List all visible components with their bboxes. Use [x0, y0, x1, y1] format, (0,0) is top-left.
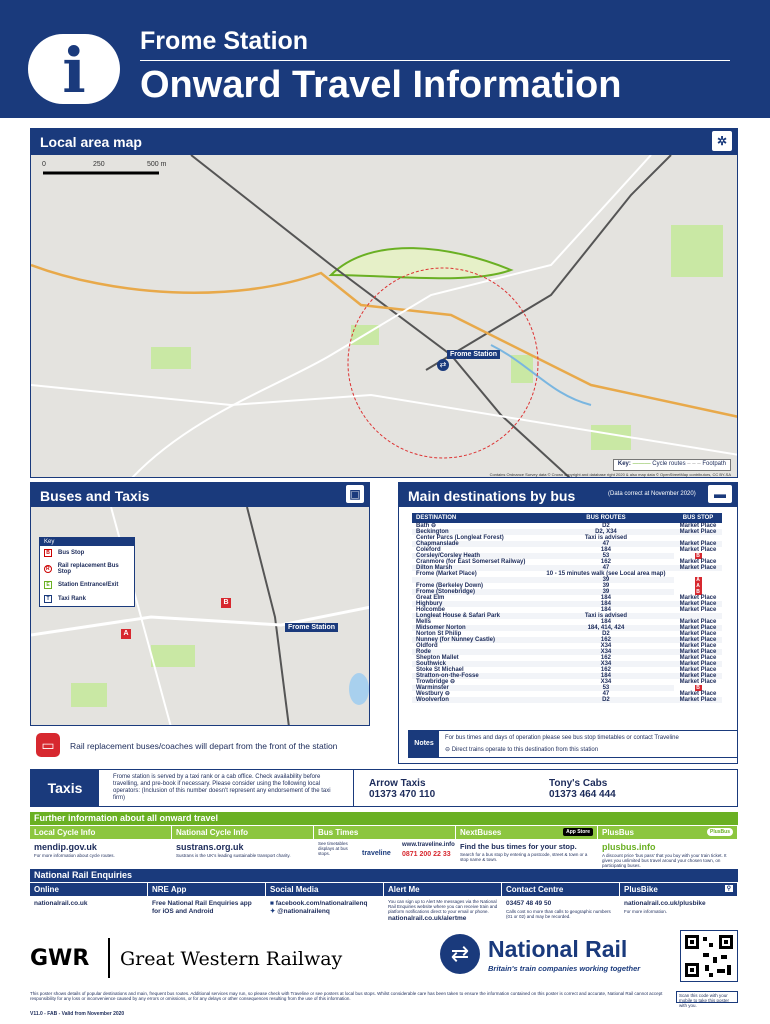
destination-cell: Longleat House & Safari Park	[412, 613, 538, 619]
route-cell: 184	[600, 547, 611, 553]
rail-replacement-icon: R	[44, 565, 52, 573]
note-line: For bus times and days of operation please see bus stop timetables or contact Traveline	[445, 735, 679, 741]
twitter-icon: ✦	[270, 908, 278, 915]
stop-cell: Market Place	[679, 523, 717, 529]
route-cell: 53	[538, 553, 674, 559]
stop-cell: Market Place	[674, 529, 722, 535]
stop-badge: B	[696, 685, 700, 691]
national-cycle-sub: Sustrans is the UK's leading sustainable transport charity.	[176, 853, 291, 858]
bus-icon: ▣	[346, 485, 364, 503]
nre-social-title: Social Media	[266, 883, 384, 896]
stop-cell: Market Place	[679, 547, 717, 553]
taxi-operator-phone[interactable]: 01373 470 110	[369, 789, 436, 800]
local-map-graphic	[31, 155, 738, 478]
scale-250: 250	[93, 161, 105, 168]
map-key-label: Key:	[617, 461, 631, 467]
stop-badge: A	[696, 583, 700, 589]
destination-cell: Highbury	[412, 601, 538, 607]
stop-cell: Market Place	[679, 667, 717, 673]
stop-cell: Market Place	[674, 601, 722, 607]
stop-cell: Market Place	[679, 691, 717, 697]
national-cycle-title: National Cycle Info	[172, 826, 313, 839]
national-cycle-link[interactable]: sustrans.org.uk	[176, 842, 244, 852]
bus-key-label: Rail replacement Bus Stop	[57, 563, 119, 575]
stop-badge: B	[696, 589, 700, 595]
stop-cell: Market Place	[679, 631, 717, 637]
footpath-label: Footpath	[702, 461, 726, 467]
stop-cell: Market Place	[674, 565, 722, 571]
map-copyright: Contains Ordnance Survey data © Crown copyright and database right 2020 & also map data © OpenStreetMap contributors, CC BY-SA	[489, 472, 731, 477]
national-rail-name: National Rail	[488, 936, 628, 962]
destination-cell: Chapmanslade	[412, 541, 538, 547]
local-cycle-info[interactable]	[30, 826, 172, 868]
stop-cell: Market Place	[674, 625, 722, 631]
destinations-date-note: (Data correct at November 2020)	[608, 491, 696, 497]
compass-icon: ✲	[712, 131, 732, 151]
destinations-table	[412, 513, 722, 703]
col-bus-stop: BUS STOP	[674, 513, 722, 523]
route-cell: X34	[600, 643, 612, 649]
note-line: ⊖ Direct trains operate to this destination from this station	[445, 747, 599, 753]
cycle-routes-label: Cycle routes	[652, 461, 686, 467]
route-cell: 39	[538, 577, 674, 583]
buses-map[interactable]	[30, 506, 370, 726]
bus-key-title: Key	[40, 538, 134, 546]
route-cell: D2	[538, 697, 674, 703]
taxi-operator[interactable]	[549, 778, 616, 800]
bus-stop-icon: B	[44, 549, 52, 557]
destination-cell: Coleford	[416, 547, 441, 553]
route-cell: 184	[600, 619, 611, 625]
stop-cell: Market Place	[674, 661, 722, 667]
bus-map-park	[151, 645, 195, 667]
facebook-icon: ■	[270, 900, 276, 907]
buses-heading: Buses and Taxis	[40, 488, 150, 504]
nre-alert-link[interactable]: nationalrail.co.uk/alertme	[388, 915, 467, 922]
local-map-heading-bar	[30, 128, 738, 154]
national-rail-icon: ⇄	[440, 934, 480, 974]
destination-cell: Warminster	[412, 685, 538, 691]
stop-cell: Market Place	[679, 619, 717, 625]
destinations-body	[412, 523, 722, 703]
nre-heading: National Rail Enquiries	[30, 869, 738, 882]
plusbus-sub: A discount price 'bus pass' that you buy with your train ticket. It gives you unlimited bus travel around your chosen town, on participating buses.	[602, 853, 727, 868]
taxi-operator-name: Tony's Cabs	[549, 778, 608, 789]
stop-cell: Market Place	[674, 541, 722, 547]
header-banner	[0, 0, 770, 118]
destination-cell: Great Elm	[416, 595, 445, 601]
nre-app-text	[148, 896, 266, 916]
scale-0: 0	[42, 161, 46, 168]
gwr-name: Great Western Railway	[120, 948, 343, 970]
nre-plusbike-link[interactable]: nationalrail.co.uk/plusbike	[624, 900, 706, 907]
destination-cell: Shepton Mallet	[416, 655, 459, 661]
footpath-swatch: – – –	[687, 461, 701, 467]
route-cell: 47	[602, 691, 610, 697]
buses-heading-bar	[30, 482, 370, 506]
rail-replacement-bus-icon: ▭	[36, 733, 60, 757]
stop-cell: Market Place	[674, 649, 722, 655]
notes-label: Notes	[409, 731, 439, 757]
stop-cell: Market Place	[674, 673, 722, 679]
col-destination: DESTINATION	[412, 513, 538, 523]
taxis-panel	[30, 769, 738, 807]
bus-key-row	[40, 592, 134, 606]
nre-contact-phone[interactable]: 03457 48 49 50	[506, 900, 552, 907]
route-cell: Taxi is advised	[584, 535, 628, 541]
route-cell: 162	[600, 667, 611, 673]
nre-alert-me[interactable]	[384, 883, 502, 923]
stop-cell: Market Place	[679, 643, 717, 649]
nre-app-line: Free National Rail Enquiries app	[152, 900, 252, 907]
gwr-divider	[108, 938, 110, 978]
nre-alert-sub: You can sign up to Alert Me messages via the National Rail Enquiries website where you can receive train and platform notifications direct to your email or phone.	[388, 899, 498, 914]
info-icon: i	[28, 34, 120, 104]
stop-cell: Market Place	[679, 607, 717, 613]
bus-front-icon: ▬	[708, 485, 732, 503]
traveline-phone[interactable]: 0871 200 22 33	[402, 851, 451, 858]
destination-cell: Bath ⊖	[416, 523, 437, 529]
bus-stop-b-marker[interactable]: B	[221, 598, 231, 608]
route-cell: D2, X34	[538, 529, 674, 535]
route-cell: X34	[600, 679, 612, 685]
bus-map-pond	[349, 673, 369, 705]
route-cell: 184	[600, 607, 611, 613]
nre-online-title: Online	[30, 883, 148, 896]
destination-cell: Frome (Market Place)	[416, 571, 477, 577]
stop-cell: Market Place	[679, 679, 717, 685]
nre-contact-sub: Calls cost no more than calls to geographic numbers (01 or 02) and may be recorded.	[506, 909, 611, 919]
notes-box	[408, 730, 738, 758]
nre-plusbike-sub: For more information.	[624, 909, 668, 914]
route-cell: 53	[538, 685, 674, 691]
station-name: Frome Station	[140, 27, 309, 55]
bus-key-label: Bus Stop	[58, 550, 85, 556]
cycle-route-swatch: ———	[632, 461, 651, 467]
stop-badge: A	[696, 577, 700, 583]
local-cycle-sub: For more information about cycle routes.	[34, 853, 115, 858]
taxi-operator[interactable]	[369, 778, 435, 800]
disclaimer: This poster shows details of popular destinations and main, frequent bus routes. Additional services may run, so please check with Traveline or see posters at local bus stops. Whilst considerable care has been taken to ensure the information contained on this poster is correct and accurate, National Rail cannot accept responsibility for any loss or inconvenience caused by any errors or omissions, or for any delays or other consequences resulting from the use of this information.	[30, 991, 663, 1001]
map-station-label: Frome Station	[447, 350, 500, 359]
route-cell: Taxi is advised	[538, 613, 674, 619]
route-cell: D2	[602, 523, 610, 529]
route-cell: 184	[600, 595, 611, 601]
bus-key-row	[40, 578, 134, 592]
taxi-divider	[353, 770, 354, 806]
app-store-badge[interactable]: App Store	[563, 828, 593, 836]
nextbuses-info[interactable]	[456, 826, 598, 868]
bus-times-title: Bus Times	[314, 826, 455, 839]
nextbuses-title: NextBuses App Store	[456, 826, 597, 839]
route-cell: 39	[538, 589, 674, 595]
taxi-operator-name: Arrow Taxis	[369, 778, 426, 789]
nre-plusbike[interactable]	[620, 883, 738, 923]
stop-cell: Market Place	[674, 637, 722, 643]
nre-plusbike-title: PlusBike ⚲	[620, 883, 738, 896]
stop-badge: B	[696, 553, 700, 559]
route-cell: X34	[538, 649, 674, 655]
bus-key-label: Station Entrance/Exit	[58, 582, 119, 588]
national-rail-tagline: Britain's train companies working together	[488, 964, 641, 973]
destination-cell: Midsomer Norton	[412, 625, 538, 631]
local-cycle-title: Local Cycle Info	[30, 826, 171, 839]
destination-cell: Center Parcs (Longleat Forest)	[416, 535, 504, 541]
destination-cell: Nunney (for Nunney Castle)	[412, 637, 538, 643]
nre-app-title: NRE App	[148, 883, 266, 896]
destination-cell: Holcombe	[416, 607, 446, 613]
nre-contact[interactable]	[502, 883, 620, 923]
bus-times-sub: See timetables displays at bus stops.	[318, 841, 348, 856]
route-cell: 162	[600, 559, 611, 565]
destination-cell: Beckington	[412, 529, 538, 535]
twitter-link[interactable]: ✦ @nationalrailenq	[270, 908, 330, 915]
traveline-logo: traveline	[362, 850, 391, 857]
entrance-icon: E	[44, 581, 52, 589]
destination-cell: Corsley/Corsley Heath	[412, 553, 538, 559]
route-cell: 39	[602, 583, 610, 589]
scale-500: 500 m	[147, 161, 167, 168]
destinations-heading-bar	[398, 482, 738, 506]
stop-cell: Market Place	[674, 697, 722, 703]
taxis-description: Frome station is served by a taxi rank or a cab office. Check availability before travelling, and pre-book if necessary. Please consider using the following local operators: (Inclusion of this number doesn't represent any endorsement of the taxi firm)	[113, 774, 331, 801]
qr-code[interactable]	[680, 930, 738, 982]
destination-cell: Rode	[412, 649, 538, 655]
plusbus-info[interactable]	[598, 826, 738, 868]
header-divider	[140, 60, 730, 61]
local-map-heading: Local area map	[40, 134, 142, 150]
rail-replacement-text: Rail replacement buses/coaches will depart from the front of the station	[70, 741, 338, 751]
destination-cell: Westbury ⊖	[416, 691, 450, 697]
local-cycle-link[interactable]: mendip.gov.uk	[34, 842, 97, 852]
route-cell: 10 - 15 minutes walk (see Local area map)	[546, 571, 666, 577]
destination-cell: Southwick	[412, 661, 538, 667]
destination-cell: Stoke St Michael	[416, 667, 464, 673]
further-info-heading: Further information about all onward travel	[30, 812, 738, 825]
bike-icon: ⚲	[726, 886, 731, 892]
bus-map-station-label: Frome Station	[285, 623, 338, 632]
destination-cell: Frome (Stonebridge)	[412, 589, 538, 595]
gwr-mark: GWR	[30, 946, 90, 971]
plusbus-link[interactable]: plusbus.info	[602, 842, 656, 852]
version-label: V11.0 - FAB - Valid from November 2020	[30, 1011, 125, 1017]
stop-cell: Market Place	[679, 595, 717, 601]
taxi-rank-icon: T	[44, 595, 52, 603]
route-cell: D2	[602, 631, 610, 637]
plusbus-badge: PlusBus	[707, 828, 733, 836]
destination-cell: Dilton Marsh	[412, 565, 538, 571]
bus-stop-a-marker[interactable]: A	[121, 629, 131, 639]
destination-cell: Mells	[416, 619, 432, 625]
destination-cell: Oldford	[416, 643, 438, 649]
destination-row	[412, 697, 722, 703]
nre-contact-title: Contact Centre	[502, 883, 620, 896]
taxi-operator-phone[interactable]: 01373 464 444	[549, 789, 616, 800]
traveline-web[interactable]: www.traveline.info	[402, 842, 455, 848]
col-bus-routes: BUS ROUTES	[538, 513, 674, 523]
route-cell: 47	[538, 565, 674, 571]
destination-cell: Norton St Philip	[416, 631, 462, 637]
route-cell: X34	[538, 661, 674, 667]
route-cell: 184, 414, 424	[538, 625, 674, 631]
map-station-marker: ⇄	[437, 359, 449, 371]
bus-map-key	[39, 537, 135, 607]
destinations-header-row	[412, 513, 722, 523]
destination-cell: Frome (Berkeley Down)	[416, 583, 484, 589]
route-cell: 184	[538, 673, 674, 679]
destination-cell: Stratton-on-the-Fosse	[412, 673, 538, 679]
destinations-heading: Main destinations by bus	[408, 488, 576, 504]
stop-cell: Market Place	[679, 655, 717, 661]
bus-key-row	[40, 546, 134, 560]
route-cell: 47	[538, 541, 674, 547]
route-cell: 162	[600, 655, 611, 661]
route-cell: 162	[538, 637, 674, 643]
qr-note: Scan this code with your mobile to take this poster with you.	[676, 991, 738, 1003]
taxis-heading: Taxis	[31, 770, 99, 806]
bus-map-park-2	[71, 683, 107, 707]
nre-app-line: for iOS and Android	[152, 908, 214, 915]
destination-cell: Cranmore (for East Somerset Railway)	[416, 559, 526, 565]
nextbuses-headline: Find the bus times for your stop.	[460, 842, 577, 851]
destination-cell: Trowbridge ⊖	[416, 679, 456, 685]
map-key	[613, 459, 731, 471]
destination-cell: Woolverton	[412, 697, 538, 703]
nre-app[interactable]	[148, 883, 266, 923]
page-title: Onward Travel Information	[140, 64, 622, 106]
national-rail-logo	[440, 934, 670, 978]
local-area-map[interactable]	[30, 154, 738, 478]
nre-social-text	[266, 896, 384, 916]
qr-code-graphic	[681, 931, 737, 981]
nre-social[interactable]	[266, 883, 384, 923]
rail-replacement-note	[30, 733, 370, 759]
national-cycle-info[interactable]	[172, 826, 314, 868]
route-cell: 184	[538, 601, 674, 607]
nextbuses-sub: Search for a bus stop by entering a postcode, street & town or a stop name & town.	[460, 852, 588, 862]
nre-online[interactable]	[30, 883, 148, 923]
bus-key-row	[40, 560, 134, 578]
facebook-link[interactable]: ■ facebook.com/nationalrailenq	[270, 900, 368, 907]
bus-key-label: Taxi Rank	[58, 596, 86, 602]
bus-times-info[interactable]	[314, 826, 456, 868]
nre-online-link[interactable]: nationalrail.co.uk	[34, 900, 88, 907]
plusbus-title: PlusBus PlusBus	[598, 826, 737, 839]
nre-alert-title: Alert Me	[384, 883, 502, 896]
stop-cell: Market Place	[679, 559, 717, 565]
